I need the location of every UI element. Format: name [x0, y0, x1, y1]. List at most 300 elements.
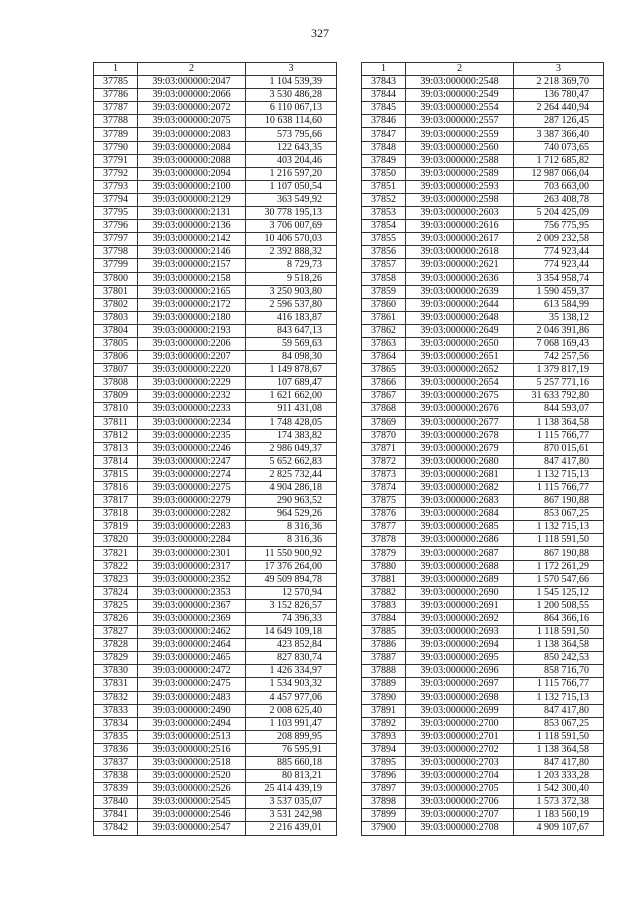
row-number-cell: 37883: [362, 599, 406, 612]
table-row: [94, 220, 337, 233]
row-number-cell: 37805: [94, 337, 138, 350]
cadastral-number-cell: 39:03:000000:2705: [406, 783, 514, 796]
cadastral-number-cell: 39:03:000000:2047: [138, 76, 246, 89]
table-row: [362, 482, 604, 495]
table-row: [362, 534, 604, 547]
table-row: [94, 233, 337, 246]
cadastral-number-cell: 39:03:000000:2554: [406, 102, 514, 115]
value-cell: 3 387 366,40: [514, 128, 604, 141]
cadastral-number-cell: 39:03:000000:2700: [406, 717, 514, 730]
row-number-cell: 37830: [94, 665, 138, 678]
value-cell: 1 183 560,19: [514, 809, 604, 822]
table-row: [94, 337, 337, 350]
table-row: [94, 102, 337, 115]
table-row: [94, 351, 337, 364]
value-cell: 7 068 169,43: [514, 337, 604, 350]
table-row: [94, 207, 337, 220]
table-row: [94, 678, 337, 691]
cadastral-number-cell: 39:03:000000:2483: [138, 691, 246, 704]
cadastral-number-cell: 39:03:000000:2648: [406, 311, 514, 324]
table-row: [362, 298, 604, 311]
row-number-cell: 37815: [94, 468, 138, 481]
cadastral-number-cell: 39:03:000000:2676: [406, 403, 514, 416]
row-number-cell: 37897: [362, 783, 406, 796]
value-cell: 1 203 333,28: [514, 770, 604, 783]
value-cell: 30 778 195,13: [246, 207, 337, 220]
row-number-cell: 37790: [94, 141, 138, 154]
row-number-cell: 37879: [362, 547, 406, 560]
cadastral-number-cell: 39:03:000000:2649: [406, 324, 514, 337]
table-row: [362, 246, 604, 259]
cadastral-number-cell: 39:03:000000:2084: [138, 141, 246, 154]
table-row: [362, 351, 604, 364]
cadastral-number-cell: 39:03:000000:2283: [138, 521, 246, 534]
value-cell: 122 643,35: [246, 141, 337, 154]
table-row: [362, 128, 604, 141]
value-cell: 3 530 486,28: [246, 89, 337, 102]
value-cell: 416 183,87: [246, 311, 337, 324]
right-table: [361, 62, 604, 836]
cadastral-number-cell: 39:03:000000:2352: [138, 573, 246, 586]
table-row: [94, 298, 337, 311]
column-header: 2: [138, 63, 246, 76]
value-cell: 1 149 878,67: [246, 364, 337, 377]
cadastral-number-cell: 39:03:000000:2692: [406, 612, 514, 625]
value-cell: 703 663,00: [514, 180, 604, 193]
value-cell: 49 509 894,78: [246, 573, 337, 586]
table-row: [362, 429, 604, 442]
table-row: [94, 612, 337, 625]
table-row: [362, 573, 604, 586]
row-number-cell: 37812: [94, 429, 138, 442]
cadastral-number-cell: 39:03:000000:2549: [406, 89, 514, 102]
value-cell: 2 218 369,70: [514, 76, 604, 89]
table-row: [94, 141, 337, 154]
row-number-cell: 37850: [362, 167, 406, 180]
row-number-cell: 37801: [94, 285, 138, 298]
value-cell: 59 569,63: [246, 337, 337, 350]
table-row: [362, 102, 604, 115]
left-table: [93, 62, 337, 836]
row-number-cell: 37865: [362, 364, 406, 377]
value-cell: 1 118 591,50: [514, 626, 604, 639]
cadastral-number-cell: 39:03:000000:2708: [406, 822, 514, 835]
row-number-cell: 37858: [362, 272, 406, 285]
cadastral-number-cell: 39:03:000000:2462: [138, 626, 246, 639]
cadastral-number-cell: 39:03:000000:2353: [138, 586, 246, 599]
cadastral-number-cell: 39:03:000000:2234: [138, 416, 246, 429]
cadastral-number-cell: 39:03:000000:2618: [406, 246, 514, 259]
value-cell: 1 200 508,55: [514, 599, 604, 612]
row-number-cell: 37796: [94, 220, 138, 233]
value-cell: 5 204 425,09: [514, 207, 604, 220]
cadastral-number-cell: 39:03:000000:2678: [406, 429, 514, 442]
value-cell: 17 376 264,00: [246, 560, 337, 573]
row-number-cell: 37891: [362, 704, 406, 717]
row-number-cell: 37896: [362, 770, 406, 783]
table-row: [362, 809, 604, 822]
value-cell: 8 729,73: [246, 259, 337, 272]
value-cell: 2 392 888,32: [246, 246, 337, 259]
value-cell: 1 545 125,12: [514, 586, 604, 599]
table-row: [94, 390, 337, 403]
cadastral-number-cell: 39:03:000000:2679: [406, 442, 514, 455]
cadastral-number-cell: 39:03:000000:2681: [406, 468, 514, 481]
value-cell: 1 590 459,37: [514, 285, 604, 298]
cadastral-number-cell: 39:03:000000:2621: [406, 259, 514, 272]
value-cell: 1 748 428,05: [246, 416, 337, 429]
row-number-cell: 37834: [94, 717, 138, 730]
row-number-cell: 37887: [362, 652, 406, 665]
row-number-cell: 37817: [94, 495, 138, 508]
table-row: [94, 822, 337, 835]
value-cell: 1 104 539,39: [246, 76, 337, 89]
value-cell: 573 795,66: [246, 128, 337, 141]
cadastral-number-cell: 39:03:000000:2475: [138, 678, 246, 691]
value-cell: 76 595,91: [246, 743, 337, 756]
table-row: [362, 730, 604, 743]
cadastral-number-cell: 39:03:000000:2686: [406, 534, 514, 547]
value-cell: 2 046 391,86: [514, 324, 604, 337]
cadastral-number-cell: 39:03:000000:2094: [138, 167, 246, 180]
table-row: [94, 377, 337, 390]
row-number-cell: 37816: [94, 482, 138, 495]
table-row: [94, 704, 337, 717]
table-row: [362, 508, 604, 521]
table-row: [362, 455, 604, 468]
value-cell: 1 570 547,66: [514, 573, 604, 586]
value-cell: 853 067,25: [514, 508, 604, 521]
row-number-cell: 37870: [362, 429, 406, 442]
table-row: [362, 285, 604, 298]
value-cell: 740 073,65: [514, 141, 604, 154]
cadastral-number-cell: 39:03:000000:2146: [138, 246, 246, 259]
row-number-cell: 37848: [362, 141, 406, 154]
value-cell: 847 417,80: [514, 756, 604, 769]
cadastral-number-cell: 39:03:000000:2588: [406, 154, 514, 167]
row-number-cell: 37794: [94, 193, 138, 206]
table-row: [94, 665, 337, 678]
cadastral-number-cell: 39:03:000000:2142: [138, 233, 246, 246]
row-number-cell: 37864: [362, 351, 406, 364]
table-row: [362, 272, 604, 285]
value-cell: 1 426 334,97: [246, 665, 337, 678]
value-cell: 742 257,56: [514, 351, 604, 364]
cadastral-number-cell: 39:03:000000:2207: [138, 351, 246, 364]
value-cell: 3 706 007,69: [246, 220, 337, 233]
table-row: [362, 141, 604, 154]
row-number-cell: 37789: [94, 128, 138, 141]
table-row: [362, 521, 604, 534]
row-number-cell: 37873: [362, 468, 406, 481]
row-number-cell: 37822: [94, 560, 138, 573]
cadastral-number-cell: 39:03:000000:2616: [406, 220, 514, 233]
row-number-cell: 37811: [94, 416, 138, 429]
row-number-cell: 37844: [362, 89, 406, 102]
table-row: [362, 678, 604, 691]
row-number-cell: 37806: [94, 351, 138, 364]
row-number-cell: 37828: [94, 639, 138, 652]
table-row: [94, 429, 337, 442]
table-row: [362, 691, 604, 704]
value-cell: 8 316,36: [246, 521, 337, 534]
cadastral-number-cell: 39:03:000000:2088: [138, 154, 246, 167]
cadastral-number-cell: 39:03:000000:2683: [406, 495, 514, 508]
row-number-cell: 37898: [362, 796, 406, 809]
row-number-cell: 37888: [362, 665, 406, 678]
value-cell: 1 132 715,13: [514, 468, 604, 481]
table-row: [362, 154, 604, 167]
value-cell: 1 534 903,32: [246, 678, 337, 691]
value-cell: 911 431,08: [246, 403, 337, 416]
column-header: 3: [246, 63, 337, 76]
cadastral-number-cell: 39:03:000000:2644: [406, 298, 514, 311]
row-number-cell: 37813: [94, 442, 138, 455]
row-number-cell: 37793: [94, 180, 138, 193]
table-row: [362, 783, 604, 796]
cadastral-number-cell: 39:03:000000:2165: [138, 285, 246, 298]
row-number-cell: 37861: [362, 311, 406, 324]
row-number-cell: 37881: [362, 573, 406, 586]
value-cell: 867 190,88: [514, 547, 604, 560]
value-cell: 1 115 766,77: [514, 429, 604, 442]
cadastral-number-cell: 39:03:000000:2129: [138, 193, 246, 206]
value-cell: 12 987 066,04: [514, 167, 604, 180]
row-number-cell: 37818: [94, 508, 138, 521]
value-cell: 1 138 364,58: [514, 743, 604, 756]
value-cell: 1 132 715,13: [514, 691, 604, 704]
value-cell: 2 264 440,94: [514, 102, 604, 115]
table-row: [362, 652, 604, 665]
row-number-cell: 37835: [94, 730, 138, 743]
row-number-cell: 37803: [94, 311, 138, 324]
value-cell: 613 584,99: [514, 298, 604, 311]
value-cell: 14 649 109,18: [246, 626, 337, 639]
row-number-cell: 37853: [362, 207, 406, 220]
row-number-cell: 37824: [94, 586, 138, 599]
table-row: [94, 442, 337, 455]
cadastral-number-cell: 39:03:000000:2684: [406, 508, 514, 521]
table-row: [94, 482, 337, 495]
value-cell: 844 593,07: [514, 403, 604, 416]
row-number-cell: 37837: [94, 756, 138, 769]
row-number-cell: 37857: [362, 259, 406, 272]
value-cell: 25 414 439,19: [246, 783, 337, 796]
cadastral-number-cell: 39:03:000000:2677: [406, 416, 514, 429]
table-row: [362, 89, 604, 102]
cadastral-number-cell: 39:03:000000:2301: [138, 547, 246, 560]
row-number-cell: 37787: [94, 102, 138, 115]
row-number-cell: 37868: [362, 403, 406, 416]
cadastral-number-cell: 39:03:000000:2695: [406, 652, 514, 665]
table-row: [94, 521, 337, 534]
table-row: [94, 167, 337, 180]
table-row: [94, 783, 337, 796]
cadastral-number-cell: 39:03:000000:2235: [138, 429, 246, 442]
value-cell: 31 633 792,80: [514, 390, 604, 403]
row-number-cell: 37892: [362, 717, 406, 730]
row-number-cell: 37786: [94, 89, 138, 102]
row-number-cell: 37854: [362, 220, 406, 233]
table-row: [94, 599, 337, 612]
cadastral-number-cell: 39:03:000000:2598: [406, 193, 514, 206]
table-row: [94, 259, 337, 272]
value-cell: 2 008 625,40: [246, 704, 337, 717]
row-number-cell: 37797: [94, 233, 138, 246]
row-number-cell: 37827: [94, 626, 138, 639]
cadastral-number-cell: 39:03:000000:2545: [138, 796, 246, 809]
row-number-cell: 37862: [362, 324, 406, 337]
row-number-cell: 37807: [94, 364, 138, 377]
value-cell: 9 518,26: [246, 272, 337, 285]
row-number-cell: 37804: [94, 324, 138, 337]
value-cell: 4 909 107,67: [514, 822, 604, 835]
table-row: [362, 416, 604, 429]
value-cell: 1 712 685,82: [514, 154, 604, 167]
cadastral-number-cell: 39:03:000000:2516: [138, 743, 246, 756]
cadastral-number-cell: 39:03:000000:2233: [138, 403, 246, 416]
cadastral-number-cell: 39:03:000000:2206: [138, 337, 246, 350]
row-number-cell: 37845: [362, 102, 406, 115]
value-cell: 290 963,52: [246, 495, 337, 508]
value-cell: 964 529,26: [246, 508, 337, 521]
value-cell: 1 132 715,13: [514, 521, 604, 534]
table-row: [94, 508, 337, 521]
value-cell: 3 250 903,80: [246, 285, 337, 298]
value-cell: 136 780,47: [514, 89, 604, 102]
cadastral-number-cell: 39:03:000000:2172: [138, 298, 246, 311]
cadastral-number-cell: 39:03:000000:2636: [406, 272, 514, 285]
cadastral-number-cell: 39:03:000000:2490: [138, 704, 246, 717]
cadastral-number-cell: 39:03:000000:2100: [138, 180, 246, 193]
row-number-cell: 37899: [362, 809, 406, 822]
value-cell: 2 986 049,37: [246, 442, 337, 455]
table-row: [362, 311, 604, 324]
cadastral-number-cell: 39:03:000000:2274: [138, 468, 246, 481]
cadastral-number-cell: 39:03:000000:2706: [406, 796, 514, 809]
row-number-cell: 37809: [94, 390, 138, 403]
table-row: [94, 586, 337, 599]
table-header-row: [94, 63, 337, 76]
value-cell: 3 354 958,74: [514, 272, 604, 285]
row-number-cell: 37893: [362, 730, 406, 743]
row-number-cell: 37872: [362, 455, 406, 468]
table-row: [362, 599, 604, 612]
cadastral-number-cell: 39:03:000000:2699: [406, 704, 514, 717]
row-number-cell: 37895: [362, 756, 406, 769]
table-row: [94, 770, 337, 783]
value-cell: 774 923,44: [514, 259, 604, 272]
value-cell: 850 242,53: [514, 652, 604, 665]
cadastral-number-cell: 39:03:000000:2691: [406, 599, 514, 612]
value-cell: 870 015,61: [514, 442, 604, 455]
value-cell: 3 537 035,07: [246, 796, 337, 809]
value-cell: 363 549,92: [246, 193, 337, 206]
row-number-cell: 37823: [94, 573, 138, 586]
row-number-cell: 37800: [94, 272, 138, 285]
value-cell: 10 638 114,60: [246, 115, 337, 128]
cadastral-number-cell: 39:03:000000:2520: [138, 770, 246, 783]
row-number-cell: 37826: [94, 612, 138, 625]
table-row: [362, 756, 604, 769]
table-row: [362, 180, 604, 193]
row-number-cell: 37785: [94, 76, 138, 89]
row-number-cell: 37866: [362, 377, 406, 390]
table-row: [362, 364, 604, 377]
value-cell: 885 660,18: [246, 756, 337, 769]
value-cell: 84 098,30: [246, 351, 337, 364]
cadastral-number-cell: 39:03:000000:2158: [138, 272, 246, 285]
value-cell: 1 172 261,29: [514, 560, 604, 573]
cadastral-number-cell: 39:03:000000:2526: [138, 783, 246, 796]
value-cell: 403 204,46: [246, 154, 337, 167]
value-cell: 8 316,36: [246, 534, 337, 547]
table-row: [362, 586, 604, 599]
table-row: [362, 639, 604, 652]
cadastral-number-cell: 39:03:000000:2694: [406, 639, 514, 652]
cadastral-number-cell: 39:03:000000:2546: [138, 809, 246, 822]
cadastral-number-cell: 39:03:000000:2690: [406, 586, 514, 599]
table-row: [94, 128, 337, 141]
table-row: [94, 534, 337, 547]
table-row: [94, 272, 337, 285]
row-number-cell: 37795: [94, 207, 138, 220]
table-row: [94, 89, 337, 102]
table-row: [362, 324, 604, 337]
cadastral-number-cell: 39:03:000000:2220: [138, 364, 246, 377]
row-number-cell: 37859: [362, 285, 406, 298]
cadastral-number-cell: 39:03:000000:2687: [406, 547, 514, 560]
table-row: [94, 468, 337, 481]
cadastral-number-cell: 39:03:000000:2513: [138, 730, 246, 743]
cadastral-number-cell: 39:03:000000:2560: [406, 141, 514, 154]
cadastral-number-cell: 39:03:000000:2559: [406, 128, 514, 141]
row-number-cell: 37792: [94, 167, 138, 180]
table-row: [94, 730, 337, 743]
value-cell: 12 570,94: [246, 586, 337, 599]
value-cell: 2 596 537,80: [246, 298, 337, 311]
cadastral-number-cell: 39:03:000000:2083: [138, 128, 246, 141]
row-number-cell: 37849: [362, 154, 406, 167]
row-number-cell: 37810: [94, 403, 138, 416]
table-row: [94, 626, 337, 639]
value-cell: 3 531 242,98: [246, 809, 337, 822]
table-row: [94, 246, 337, 259]
row-number-cell: 37819: [94, 521, 138, 534]
cadastral-number-cell: 39:03:000000:2617: [406, 233, 514, 246]
cadastral-number-cell: 39:03:000000:2136: [138, 220, 246, 233]
row-number-cell: 37840: [94, 796, 138, 809]
cadastral-number-cell: 39:03:000000:2682: [406, 482, 514, 495]
row-number-cell: 37820: [94, 534, 138, 547]
row-number-cell: 37843: [362, 76, 406, 89]
cadastral-number-cell: 39:03:000000:2651: [406, 351, 514, 364]
cadastral-number-cell: 39:03:000000:2232: [138, 390, 246, 403]
page-number: 327: [311, 26, 329, 40]
cadastral-number-cell: 39:03:000000:2689: [406, 573, 514, 586]
value-cell: 107 689,47: [246, 377, 337, 390]
table-row: [94, 324, 337, 337]
table-row: [362, 115, 604, 128]
cadastral-number-cell: 39:03:000000:2701: [406, 730, 514, 743]
cadastral-number-cell: 39:03:000000:2693: [406, 626, 514, 639]
value-cell: 1 138 364,58: [514, 416, 604, 429]
table-row: [94, 717, 337, 730]
row-number-cell: 37876: [362, 508, 406, 521]
cadastral-number-cell: 39:03:000000:2603: [406, 207, 514, 220]
row-number-cell: 37825: [94, 599, 138, 612]
column-header: 1: [94, 63, 138, 76]
